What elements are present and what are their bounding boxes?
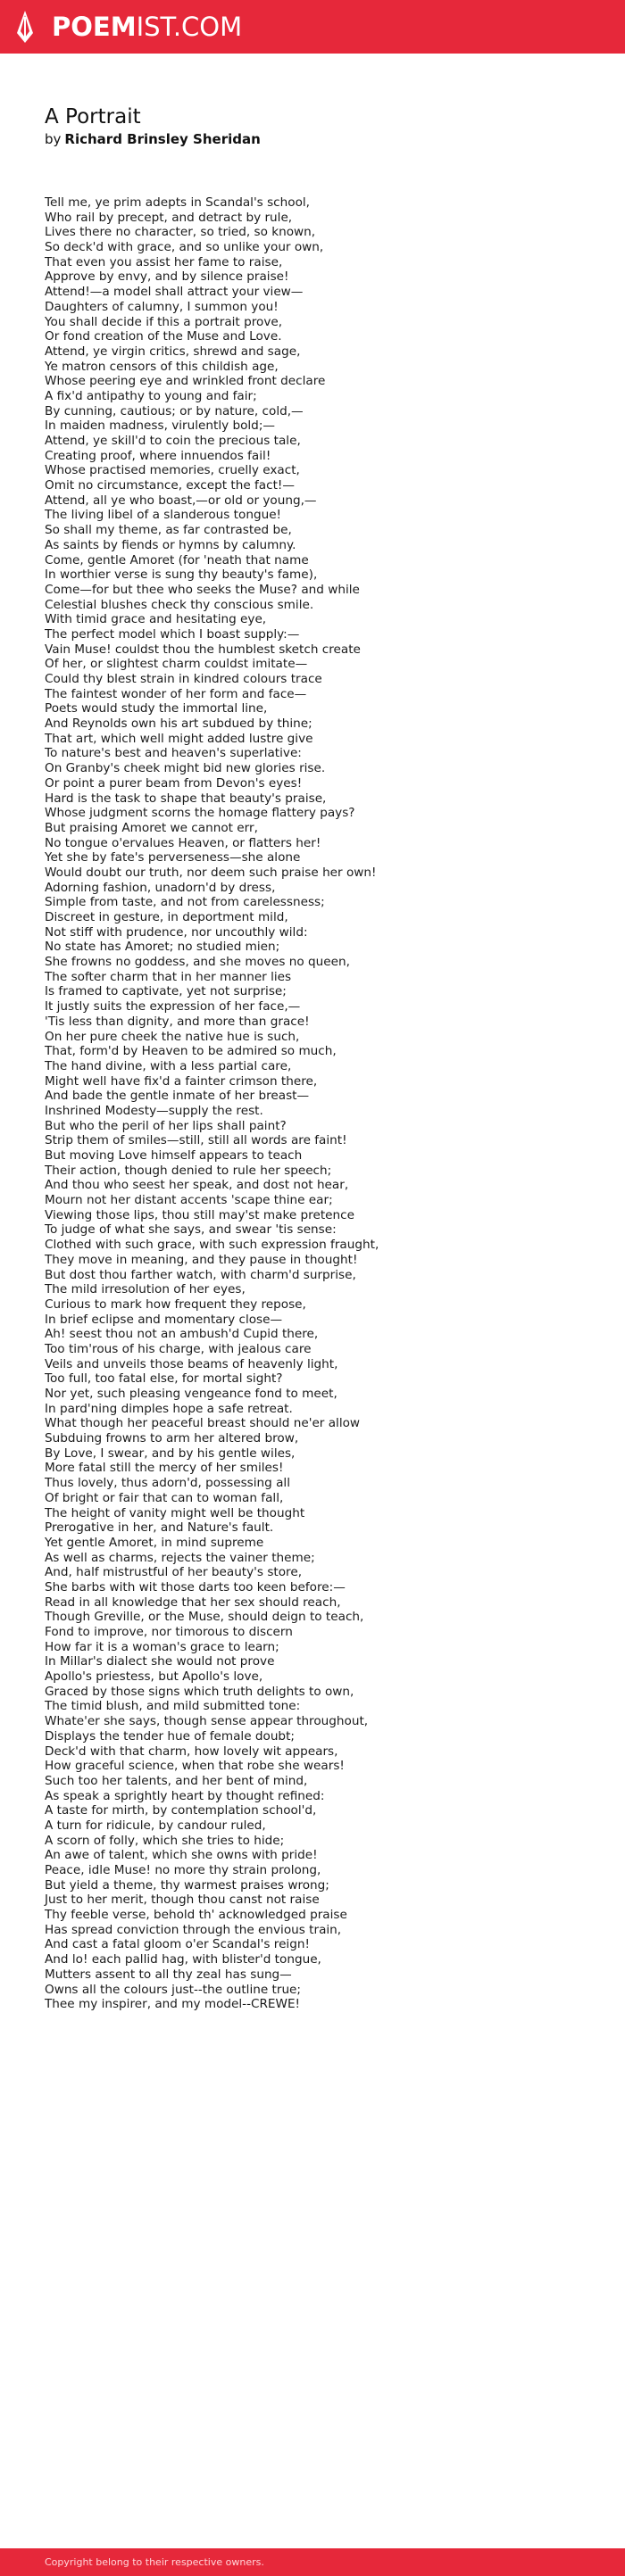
poem-line: In brief eclipse and momentary close— [45,1312,283,1327]
poem-line: The perfect model which I boast supply:— [45,626,300,642]
poem-line: A fix'd antipathy to young and fair; [45,388,257,403]
poem-line: Could thy blest strain in kindred colours trace [45,672,322,686]
poem-line: Fond to improve, nor timorous to discern [45,1625,293,1639]
poem-line: And, half mistrustful of her beauty's store, [45,1565,303,1580]
poem-line: By Love, I swear, and by his gentle wiles, [45,1445,296,1461]
poem-line: But dost thou farther watch, with charm'd surprise, [45,1267,356,1282]
poem-line: As saints by fiends or hymns by calumny. [45,537,296,552]
poem-line: No tongue o'ervalues Heaven, or flatters her! [45,835,321,850]
poem-line: Prerogative in her, and Nature's fault. [45,1520,274,1536]
poem-line: Yet gentle Amoret, in mind supreme [45,1535,264,1550]
poem-line: Of her, or slightest charm couldst imitate— [45,657,308,672]
poem-line: Whate'er she says, though sense appear throughout, [45,1714,369,1729]
poem-line: In worthier verse is sung thy beauty's fame), [45,567,318,583]
poem-line: That, form'd by Heaven to be admired so much, [45,1044,337,1059]
poem-line: So deck'd with grace, and so unlike your own, [45,240,324,255]
top-bar [0,0,625,54]
poem-line: And thou who seest her speak, and dost not hear, [45,1178,349,1193]
poem-line: Whose peering eye and wrinkled front declare [45,374,326,389]
poem-line: It justly suits the expression of her face,— [45,999,301,1015]
poem-line: By cunning, cautious; or by nature, cold,— [45,403,304,418]
poem-line: Attend, ye skill'd to coin the precious tale, [45,434,301,448]
poem-line: Tell me, ye prim adepts in Scandal's school, [45,195,310,210]
poem-line: And cast a fatal gloom o'er Scandal's reign! [45,1937,310,1952]
poem-line: Adorning fashion, unadorn'd by dress, [45,880,276,895]
footer-bar [0,2548,625,2576]
poem-line: And bade the gentle inmate of her breast— [45,1089,310,1104]
poem-line: Deck'd with that charm, how lovely wit appears, [45,1744,338,1759]
poem-line: The faintest wonder of her form and face— [45,686,307,701]
logo-bold-text: POEM [52,12,137,42]
poem-line: To judge of what she says, and swear 'tis sense: [45,1222,337,1238]
poem-line: Inshrined Modesty—supply the rest. [45,1103,263,1118]
poem-line: With timid grace and hesitating eye, [45,612,267,627]
poem-line: Though Greville, or the Muse, should deign to teach, [45,1610,364,1625]
poem-line: Might well have fix'd a fainter crimson there, [45,1073,318,1089]
poem-line: A taste for mirth, by contemplation school'd, [45,1803,317,1818]
poem-body [45,195,598,2012]
poem-line: The mild irresolution of her eyes, [45,1282,246,1297]
poem-line: Just to her merit, though thou canst not raise [45,1893,320,1908]
poem-line: Simple from taste, and not from carelessness; [45,895,325,910]
poem-line: But moving Love himself appears to teach [45,1148,303,1163]
poem-line: That even you assist her fame to raise, [45,254,283,269]
poem-line: Creating proof, where innuendos fail! [45,448,271,463]
author-link[interactable]: Richard Brinsley Sheridan [64,131,261,147]
poem-line: As well as charms, rejects the vainer theme; [45,1550,315,1565]
poem-line: But praising Amoret we cannot err, [45,820,258,835]
poem-line: Hard is the task to shape that beauty's praise, [45,791,327,806]
poem-line: No state has Amoret; no studied mien; [45,940,280,955]
poem-line: Thee my inspirer, and my model--CREWE! [45,1997,300,2012]
poem-line: Lives there no character, so tried, so known, [45,225,316,240]
poem-line: A turn for ridicule, by candour ruled, [45,1818,266,1833]
poem-line: Whose judgment scorns the homage flattery pays? [45,806,355,821]
poem-line: She barbs with wit those darts too keen before:— [45,1579,346,1594]
by-label: by [45,131,62,147]
poem-line: Read in all knowledge that her sex should reach, [45,1594,341,1610]
poem-line: Who rail by precept, and detract by rule, [45,210,293,225]
logo-thin-text: IST.COM [136,12,243,42]
poem-line: How far it is a woman's grace to learn; [45,1639,279,1654]
poem-line: Ah! seest thou not an ambush'd Cupid there, [45,1327,319,1342]
poem-line: More fatal still the mercy of her smiles! [45,1461,284,1476]
poem-line: Daughters of calumny, I summon you! [45,299,279,314]
poem-line: Ye matron censors of this childish age, [45,359,279,374]
poem-line: Approve by envy, and by silence praise! [45,269,289,285]
poem-line: Not stiff with prudence, nor uncouthly wild: [45,924,308,940]
poem-line: Thy feeble verse, behold th' acknowledged praise [45,1908,347,1923]
poem-line: Veils and unveils those beams of heavenly light, [45,1356,338,1371]
poem-line: But yield a theme, thy warmest praises wrong; [45,1877,329,1893]
poem-line: Mourn not her distant accents 'scape thine ear; [45,1193,333,1208]
poem-line: Attend, all ye who boast,—or old or young,— [45,493,317,508]
poem-line: Celestial blushes check thy conscious smile. [45,597,314,612]
poem-line: The timid blush, and mild submitted tone: [45,1699,301,1714]
poem-line: Or point a purer beam from Devon's eyes! [45,775,303,791]
poem-line: Too full, too fatal else, for mortal sight? [45,1371,283,1387]
poem-line: On Granby's cheek might bid new glories rise. [45,761,326,776]
poem-line: And lo! each pallid hag, with blister'd tongue, [45,1952,321,1967]
poem-line: The softer charm that in her manner lies [45,969,292,984]
poem-line: So shall my theme, as far contrasted be, [45,523,292,538]
poem-line: Peace, idle Muse! no more thy strain prolong, [45,1863,321,1877]
poem-line: Graced by those signs which truth delights to own, [45,1684,354,1699]
poem-line: Whose practised memories, cruelly exact, [45,463,300,478]
poem-line: Viewing those lips, thou still may'st make pretence [45,1207,354,1222]
poem-line: A scorn of folly, which she tries to hide; [45,1833,285,1848]
poem-line: Attend, ye virgin critics, shrewd and sage, [45,344,301,359]
poem-line: To nature's best and heaven's superlative: [45,746,302,761]
poem-line: Subduing frowns to arm her altered brow, [45,1431,299,1446]
poem-line: Strip them of smiles—still, still all words are faint! [45,1133,347,1148]
poem-line: And Reynolds own his art subdued by thine; [45,716,312,732]
poem-line: An awe of talent, which she owns with pride! [45,1848,318,1863]
poem-line: Would doubt our truth, nor deem such praise her own! [45,865,377,880]
poem-line: But who the peril of her lips shall paint? [45,1118,287,1133]
poem-line: In maiden madness, virulently bold;— [45,418,275,434]
poem-line: What though her peaceful breast should ne'er allow [45,1416,361,1431]
poem-line: Their action, though denied to rule her speech; [45,1163,332,1178]
poem-line: Poets would study the immortal line, [45,701,268,716]
poem-title: A Portrait [45,105,141,128]
poem-line: Apollo's priestess, but Apollo's love, [45,1669,263,1685]
byline [45,130,261,148]
poem-line: Come—for but thee who seeks the Muse? and while [45,582,360,597]
poem-line: Yet she by fate's perverseness—she alone [45,850,301,866]
poem-line: Displays the tender hue of female doubt; [45,1728,295,1744]
poem-line: Clothed with such grace, with such expression fraught, [45,1238,379,1253]
poem-line: How graceful science, when that robe she wears! [45,1759,345,1774]
poem-line: Attend!—a model shall attract your view— [45,285,304,300]
poem-line: In Millar's dialect she would not prove [45,1654,275,1669]
poem-line: Too tim'rous of his charge, with jealous care [45,1341,312,1356]
poem-line: Vain Muse! couldst thou the humblest sketch create [45,642,361,657]
poem-line: Owns all the colours just--the outline true; [45,1982,302,1997]
poem-line: Of bright or fair that can to woman fall, [45,1490,284,1505]
poem-line: Nor yet, such pleasing vengeance fond to meet, [45,1387,338,1401]
poem-line: Thus lovely, thus adorn'd, possessing all [45,1476,290,1491]
poem-line: As speak a sprightly heart by thought refined: [45,1788,325,1803]
poem-line: The height of vanity might well be thought [45,1505,305,1520]
poem-line: In pard'ning dimples hope a safe retreat. [45,1401,293,1416]
poem-line: Omit no circumstance, except the fact!— [45,478,295,493]
poem-line: Mutters assent to all thy zeal has sung— [45,1967,292,1982]
poem-line: Discreet in gesture, in deportment mild, [45,910,288,924]
poem-line: Come, gentle Amoret (for 'neath that name [45,552,309,567]
poem-line: On her pure cheek the native hue is such, [45,1029,300,1044]
quill-pen-icon [16,10,34,44]
poem-line: Such too her talents, and her bent of mind, [45,1773,308,1788]
poem-line: You shall decide if this a portrait prove, [45,314,283,329]
poem-line: The living libel of a slanderous tongue! [45,508,282,523]
poem-line: Has spread conviction through the envious train, [45,1922,342,1937]
poem-line: Or fond creation of the Muse and Love. [45,329,282,344]
poem-line: The hand divine, with a less partial care, [45,1058,292,1073]
poem-line: They move in meaning, and they pause in thought! [45,1252,358,1267]
poem-line: That art, which well might added lustre give [45,731,313,746]
poem-line: Is framed to captivate, yet not surprise; [45,984,287,999]
poem-line: She frowns no goddess, and she moves no queen, [45,955,350,970]
poem-line: Curious to mark how frequent they repose, [45,1296,306,1312]
copyright-text: Copyright belong to their respective owners. [45,2556,264,2568]
site-logo[interactable] [52,12,242,42]
poem-line: 'Tis less than dignity, and more than grace! [45,1014,310,1029]
